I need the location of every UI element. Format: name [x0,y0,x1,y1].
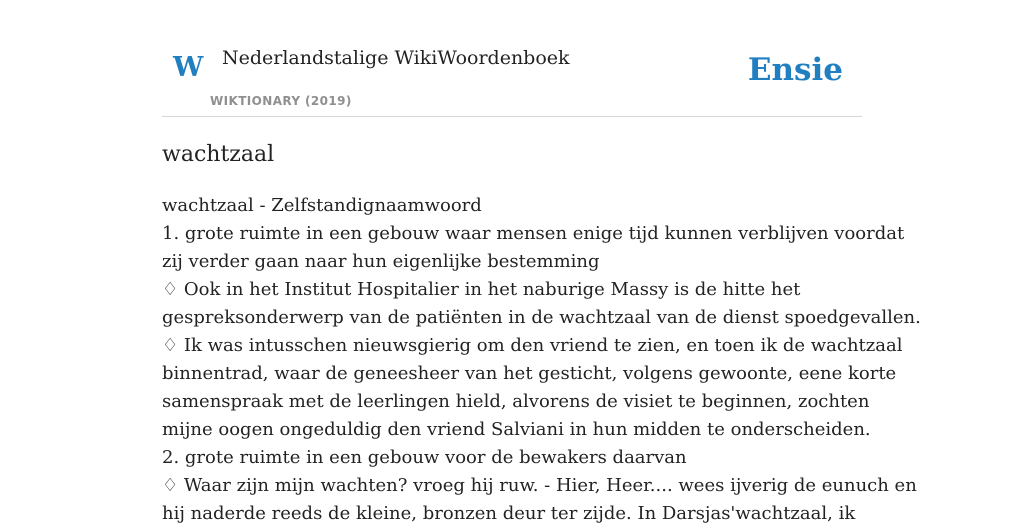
dictionary-source: WIKTIONARY (2019) [210,94,352,108]
example-line: hij naderde reeds de kleine, bronzen deur ter zijde. In Darsjas'wachtzaal, ik [162,503,856,524]
example-line: gespreksonderwerp van de patiënten in de wachtzaal van de dienst spoedgevallen. [162,307,921,328]
example-line: ♢ Waar zijn mijn wachten? vroeg hij ruw. - Hier, Heer.... wees ijverig de eunuch en [162,475,917,496]
site-header [162,0,862,117]
wiktionary-logo[interactable]: W [173,52,204,83]
entry-title: wachtzaal [162,142,275,167]
dictionary-title[interactable]: Nederlandstalige WikiWoordenboek [222,47,570,69]
definition-line-word-class: wachtzaal - Zelfstandignaamwoord [162,195,482,216]
example-line: binnentrad, waar de geneesheer van het gesticht, volgens gewoonte, eene korte [162,363,897,384]
definition-line-sense-2: 2. grote ruimte in een gebouw voor de bewakers daarvan [162,447,687,468]
example-line: mijne oogen ongeduldig den vriend Salviani in hun midden te onderscheiden. [162,419,871,440]
definition-line-sense-1: 1. grote ruimte in een gebouw waar mensen enige tijd kunnen verblijven voordat [162,223,905,244]
example-line: samenspraak met de leerlingen hield, alvorens de visiet te beginnen, zochten [162,391,870,412]
definition-text [162,192,921,528]
ensie-logo[interactable]: Ensie [747,52,843,88]
example-line: ♢ Ook in het Institut Hospitalier in het naburige Massy is de hitte het [162,279,801,300]
example-line: ♢ Ik was intusschen nieuwsgierig om den vriend te zien, en toen ik de wachtzaal [162,335,903,356]
definition-line: zij verder gaan naar hun eigenlijke bestemming [162,251,600,272]
